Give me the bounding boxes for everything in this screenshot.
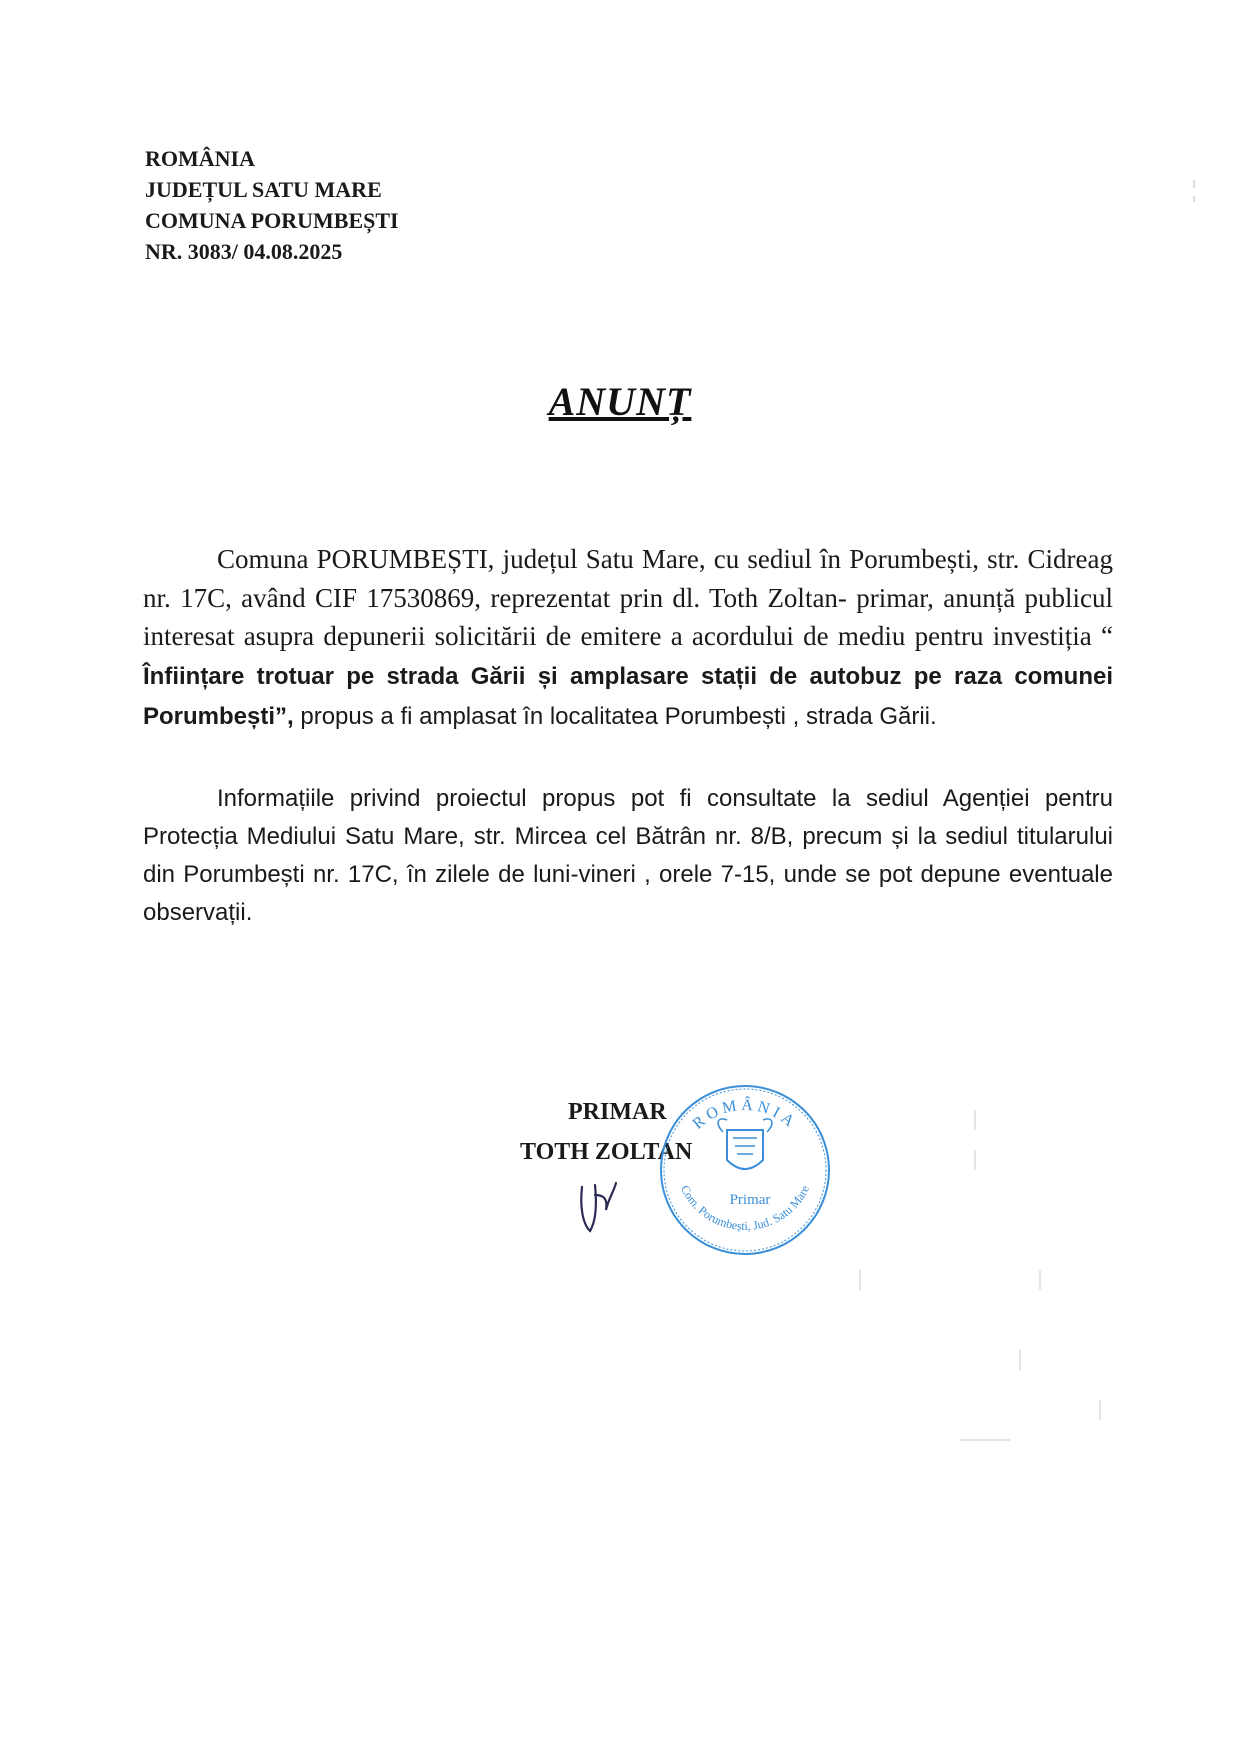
signatory-role: PRIMAR — [568, 1099, 667, 1125]
stamp-center-text: Primar — [729, 1192, 771, 1208]
header-registration-number: NR. 3083/ 04.08.2025 — [145, 239, 343, 264]
project-name: Înființare trotuar pe strada Gării și amplasare stații de autobuz pe raza comunei Porumbești”, — [143, 662, 1113, 730]
signatory-name: TOTH ZOLTAN — [520, 1139, 693, 1165]
stamp-top-text: ROMÂNIA — [689, 1096, 801, 1133]
stamp-bottom-text: Com. Porumbești, Jud. Satu Mare — [677, 1182, 813, 1234]
header-commune: COMUNA PORUMBEȘTI — [145, 208, 399, 233]
document-title: ANUNȚ — [548, 379, 692, 424]
header-country: ROMÂNIA — [145, 146, 255, 171]
paragraph-intro-text: Comuna PORUMBEȘTI, județul Satu Mare, cu sediul în Porumbești, str. Cidreag nr. 17C, având CIF 17530869, reprezentat prin dl. Toth Zoltan- primar, anunță publicul interesat asupra depunerii solicitării de emitere a acordului de mediu pentru investiția “ — [143, 544, 1113, 651]
header-county: JUDEȚUL SATU MARE — [145, 177, 382, 202]
consultation-text: Informațiile privind proiectul propus pot fi consultate la sediul Agenției pentru Protecția Mediului Satu Mare, str. Mircea cel Bătrân nr. 8/B, precum și la sediul titularului din Porumbești nr. 17C, în zilele de luni-vineri , orele 7-15, unde se pot depune eventuale observații. — [143, 785, 1113, 926]
paragraph-location-text: propus a fi amplasat în localitatea Porumbești , strada Gării. — [293, 703, 937, 730]
